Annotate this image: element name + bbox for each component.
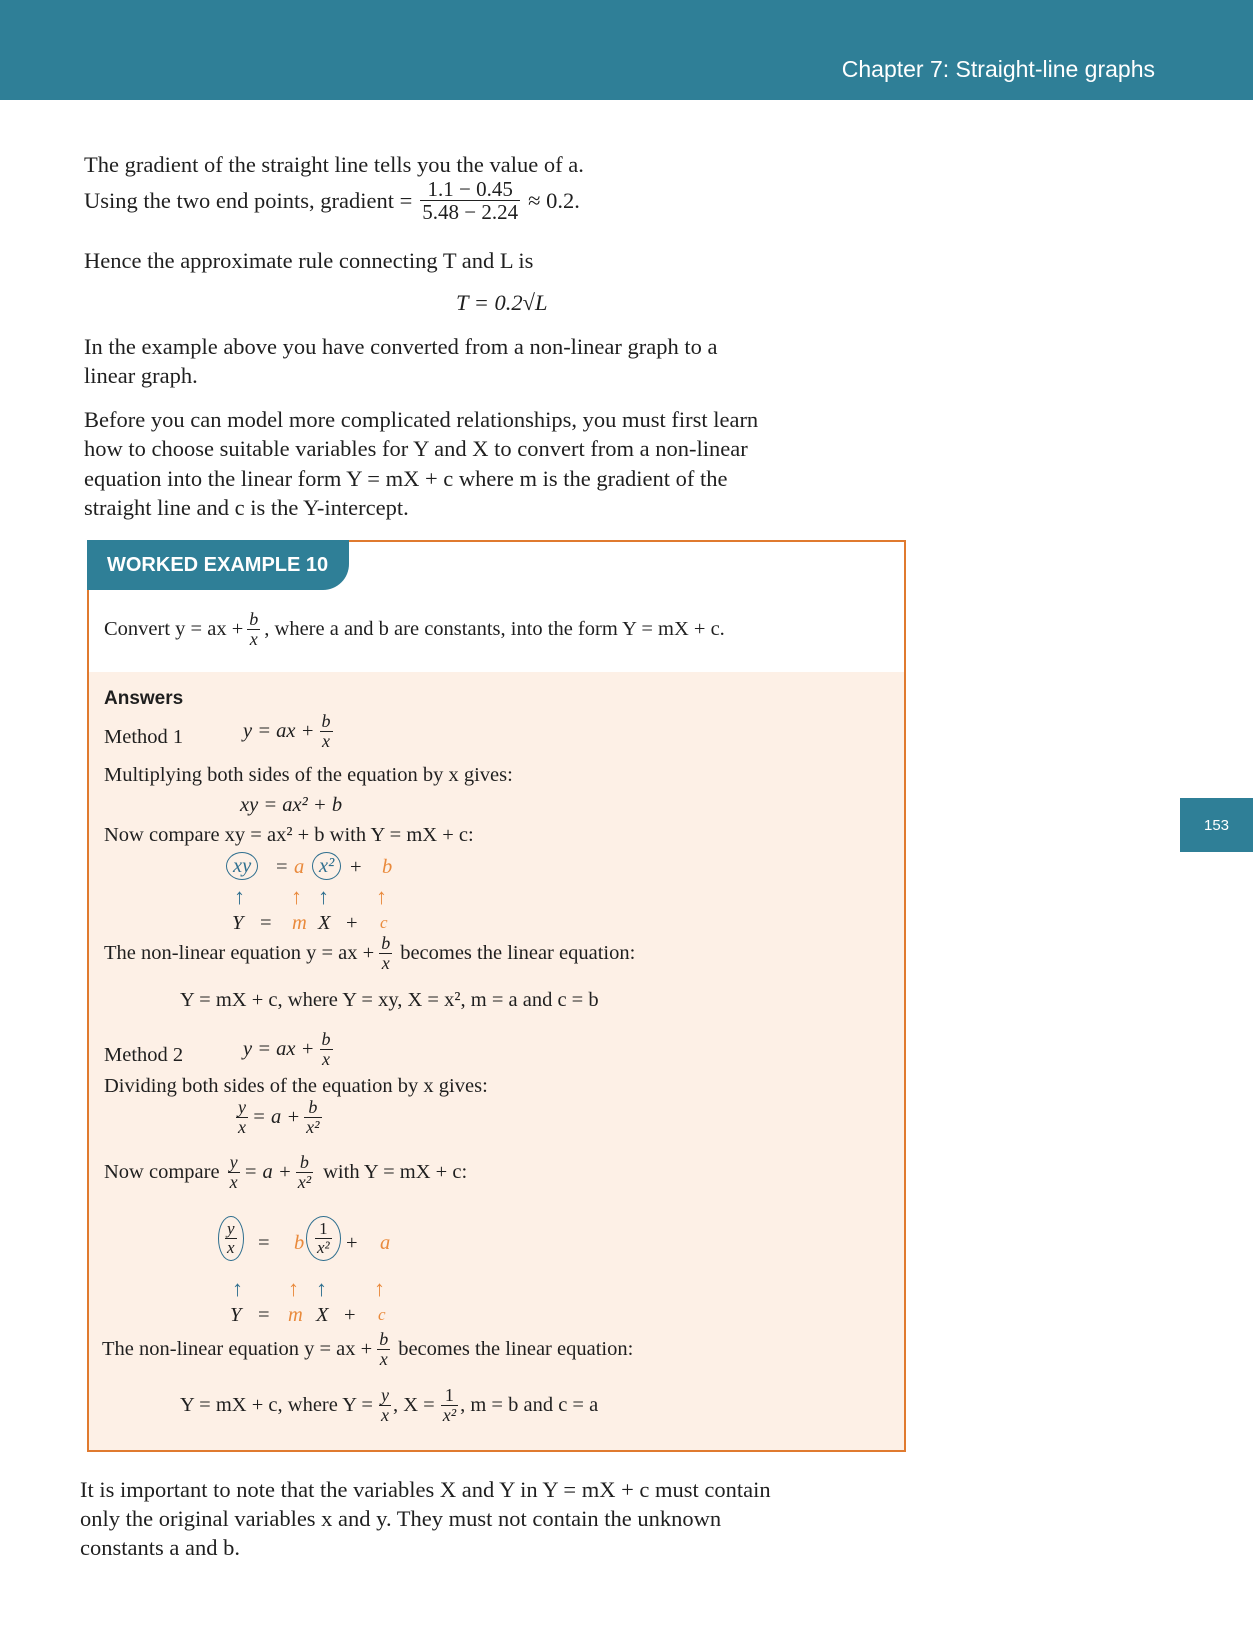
rule-equation: T = 0.2√L [456, 290, 548, 315]
worked-example-label: WORKED EXAMPLE 10 [87, 540, 349, 590]
question-pre: Convert y = ax + [104, 618, 244, 641]
method1-frac-num: b [321, 711, 331, 731]
arrow2-x: ↑ [316, 1276, 327, 1301]
gradient-result: ≈ 0.2. [528, 187, 580, 213]
method2-compare [104, 1153, 467, 1192]
method1-nl-frac-num: b [381, 933, 391, 953]
method1-compare: Now compare xy = ax² + b with Y = mX + c: [104, 824, 474, 846]
map1-b: b [382, 856, 393, 878]
method2-nl-frac-num: b [379, 1329, 389, 1349]
method2-nl-fraction [377, 1330, 390, 1369]
map1b-plus: + [346, 912, 358, 934]
gradient-denominator: 5.48 − 2.24 [422, 200, 519, 225]
method2-compare-rhs-num: b [296, 1153, 313, 1173]
method1-nl-fraction [379, 934, 392, 973]
method1-nl-text: The non-linear equation y = ax + [104, 942, 375, 965]
para2-line-3: equation into the linear form Y = mX + c where m is the gradient of the [84, 466, 728, 491]
map2b-equals: = [258, 1304, 270, 1326]
map1-X: X [318, 912, 331, 934]
map1-Y: Y [232, 912, 244, 934]
chapter-header-band [0, 0, 1253, 100]
method2-compare-lhs [228, 1153, 240, 1192]
map2-b: b [294, 1232, 305, 1254]
map1-plus: + [350, 856, 362, 878]
para1-line-2: linear graph. [84, 363, 198, 388]
closing-line-3: constants a and b. [80, 1535, 240, 1560]
map1-c: c [380, 913, 388, 932]
arrow2-y: ↑ [232, 1276, 243, 1301]
method2-final-x-den: x² [442, 1404, 457, 1425]
method2-result-rhs [304, 1098, 321, 1137]
method2-final-x-num: 1 [441, 1386, 458, 1406]
map1b-equals: = [260, 912, 272, 934]
para1-line-1: In the example above you have converted from a non-linear graph to a [84, 334, 718, 359]
method2-result-lhs [236, 1098, 248, 1137]
circled-x2: x² [312, 852, 341, 880]
method1-equation [243, 712, 333, 751]
method1-final: Y = mX + c, where Y = xy, X = x², m = a and c = b [180, 989, 599, 1011]
gradient-numerator: 1.1 − 0.45 [420, 178, 520, 201]
method2-result-mid: = a + [252, 1106, 301, 1129]
method2-final-y-num: y [380, 1385, 389, 1405]
question-frac-den: x [249, 628, 258, 649]
chapter-title: Chapter 7: Straight-line graphs [841, 56, 1155, 82]
question-line [104, 610, 725, 649]
question-post: , where a and b are constants, into the form Y = mX + c. [264, 618, 725, 641]
method2-final-mid: , X = [392, 1394, 435, 1417]
method2-eq-text: y = ax + [243, 1038, 315, 1061]
arrow-c: ↑ [376, 884, 387, 909]
para2-line-1: Before you can model more complicated relationships, you must first learn [84, 407, 759, 432]
question-frac-num: b [249, 609, 259, 629]
arrow-m: ↑ [291, 884, 302, 909]
method2-fraction [320, 1030, 333, 1069]
method2-frac-num: b [321, 1029, 331, 1049]
method2-result-rhs-num: b [304, 1098, 321, 1118]
map2-a: a [380, 1232, 391, 1254]
para2-line-4: straight line and c is the Y-intercept. [84, 495, 409, 520]
method2-result [236, 1098, 322, 1137]
method2-final [180, 1386, 598, 1425]
method2-final-y-den: x [380, 1404, 389, 1425]
method2-frac-den: x [322, 1048, 330, 1069]
method2-nl-text: The non-linear equation y = ax + [102, 1338, 373, 1361]
method2-result-rhs-den: x² [306, 1116, 320, 1137]
method1-eq-text: y = ax + [243, 720, 315, 743]
method2-mapping-top [218, 1216, 418, 1272]
method1-label: Method 1 [104, 726, 184, 748]
method2-result-lhs-den: x [238, 1116, 246, 1137]
map2b-plus: + [344, 1304, 356, 1326]
method2-nl-frac-den: x [379, 1348, 388, 1369]
method2-compare-rhs [296, 1153, 313, 1192]
answers-heading: Answers [104, 688, 184, 709]
circled-x2-den: x² [317, 1237, 330, 1257]
map2-c: c [378, 1305, 386, 1324]
map2-m: m [288, 1304, 303, 1326]
map1-m: m [292, 912, 307, 934]
method1-fraction [320, 712, 333, 751]
method2-compare-post: with Y = mX + c: [323, 1161, 468, 1184]
closing-line-1: It is important to note that the variables X and Y in Y = mX + c must contain [80, 1477, 771, 1502]
method2-compare-mid: = a + [243, 1161, 292, 1184]
circled-1-over-x2 [306, 1216, 341, 1261]
arrow2-m: ↑ [288, 1276, 299, 1301]
method2-final-post: , m = b and c = a [460, 1394, 599, 1417]
method1-frac-den: x [322, 730, 330, 751]
method2-compare-lhs-den: x [229, 1171, 238, 1192]
intro-line-1: The gradient of the straight line tells you the value of a. [84, 152, 584, 177]
circled-xy: xy [226, 852, 258, 880]
method2-final-pre: Y = mX + c, where Y = [180, 1394, 373, 1417]
method1-nl-frac-den: x [381, 952, 390, 973]
method2-nl-post: becomes the linear equation: [398, 1338, 634, 1361]
method1-multiply-text: Multiplying both sides of the equation by x gives: [104, 764, 513, 786]
gradient-fraction [420, 178, 520, 223]
method2-final-x-frac [441, 1386, 458, 1425]
para2-line-2: how to choose suitable variables for Y and X to convert from a non-linear [84, 436, 748, 461]
circled-one: 1 [315, 1220, 332, 1239]
method2-label: Method 2 [104, 1044, 184, 1066]
arrow-x: ↑ [318, 884, 329, 909]
page-number-tab: 153 [1180, 798, 1253, 852]
method2-divide-text: Dividing both sides of the equation by x gives: [104, 1075, 488, 1097]
method2-final-y-frac [379, 1386, 391, 1425]
method2-compare-lhs-num: y [229, 1152, 238, 1172]
method2-result-lhs-num: y [238, 1097, 246, 1117]
question-fraction [247, 610, 260, 649]
method1-result: xy = ax² + b [240, 794, 343, 816]
gradient-line [84, 178, 580, 223]
arrow2-c: ↑ [374, 1276, 385, 1301]
method2-nonlinear-line [102, 1330, 633, 1369]
circled-y-over-x [218, 1216, 244, 1261]
map2-Y: Y [230, 1304, 242, 1326]
method1-mapping-top [226, 852, 416, 886]
method2-compare-rhs-den: x² [297, 1171, 312, 1192]
method2-compare-pre: Now compare [104, 1161, 220, 1184]
circled-y: y [227, 1219, 235, 1238]
map2-X: X [316, 1304, 329, 1326]
method2-equation [243, 1030, 333, 1069]
map1-a: a [294, 856, 305, 878]
circled-x: x [227, 1237, 235, 1257]
map2-plus: + [346, 1232, 358, 1254]
method2-mapping-bottom [226, 1302, 416, 1332]
method1-nonlinear-line [104, 934, 635, 973]
map1-equals: = [276, 856, 288, 878]
intro-line-3: Hence the approximate rule connecting T and L is [84, 248, 534, 273]
closing-line-2: only the original variables x and y. They must not contain the unknown [80, 1506, 722, 1531]
gradient-label: Using the two end points, gradient = [84, 187, 413, 213]
arrow-y: ↑ [234, 884, 245, 909]
map2-equals: = [258, 1232, 270, 1254]
method1-nl-post: becomes the linear equation: [400, 942, 636, 965]
